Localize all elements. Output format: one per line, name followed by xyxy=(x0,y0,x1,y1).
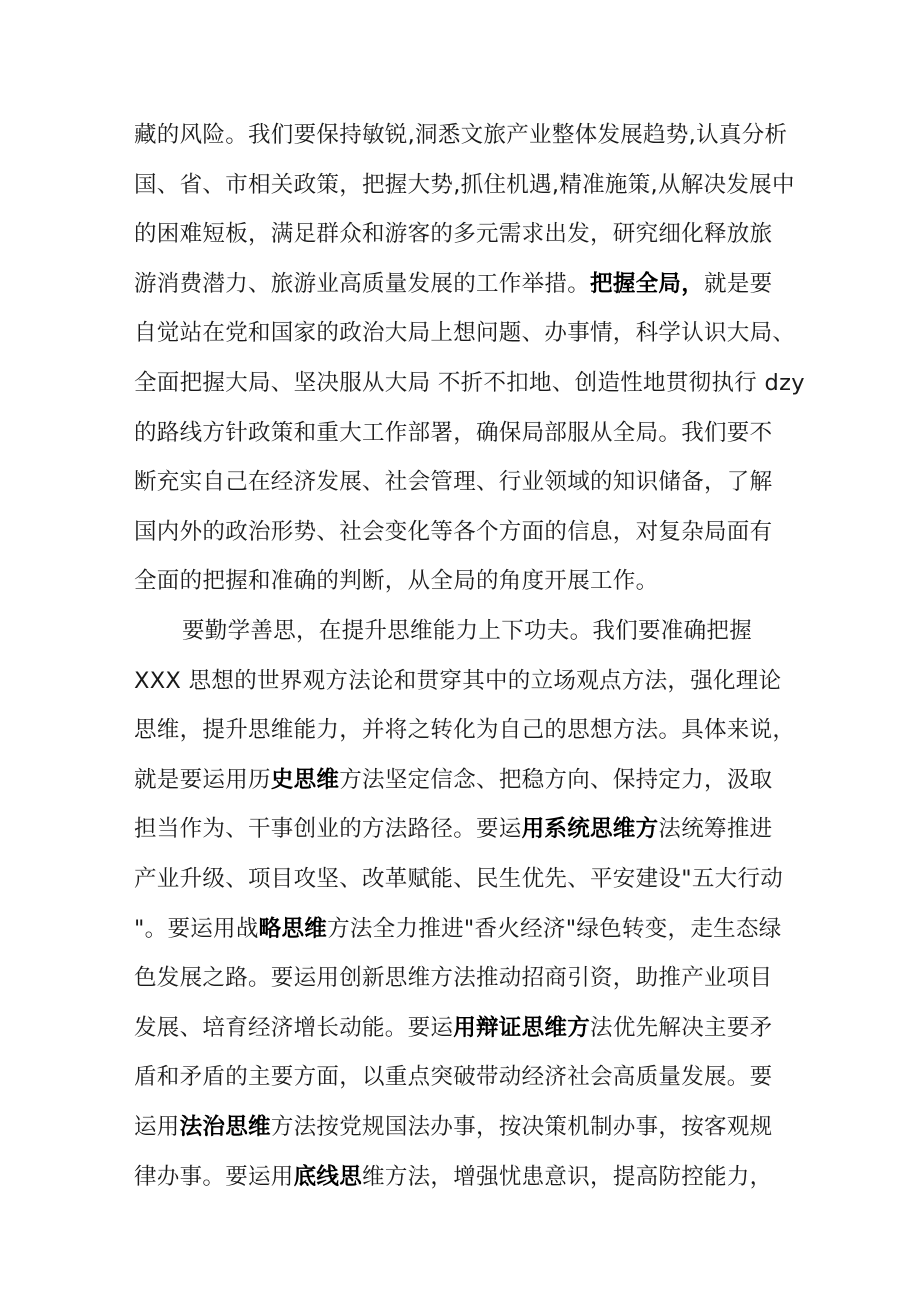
text-line xyxy=(134,266,794,302)
text-segment: 要勤学善思，在提升思维能力上下功夫。我们要准确把握 xyxy=(182,618,753,644)
text-line xyxy=(134,563,794,599)
text-segment: "。要运用战 xyxy=(134,915,259,942)
text-segment: 方法按党规国法办事，按决策机制办事，按客观规 xyxy=(270,1114,773,1140)
text-segment: 全面的把握和准确的判断，从全局的角度开展工作。 xyxy=(134,568,659,595)
paragraph-first-line xyxy=(182,613,794,649)
text-line xyxy=(134,811,794,847)
text-segment: 游消费潜力、旅游业高质量发展的工作举措。 xyxy=(134,270,591,297)
text-segment: 色发展之路。要运用创新思维方法推动招商引资，助推产业项目 xyxy=(134,965,773,992)
text-segment: 法统筹推进 xyxy=(658,816,773,843)
text-segment: 就是要运用历 xyxy=(134,766,271,793)
text-line xyxy=(134,216,794,252)
text-line xyxy=(134,712,794,748)
text-segment: 就是要 xyxy=(704,270,773,297)
bold-keyword: 底线思 xyxy=(293,1163,363,1190)
text-segment: 产业升级、项目攻坚、改革赋能、民生优先、平安建设"五大行动 xyxy=(134,866,784,892)
text-segment: 运用 xyxy=(134,1114,180,1140)
text-line xyxy=(134,167,794,203)
text-line xyxy=(134,762,794,798)
bold-keyword: 略思维 xyxy=(258,915,328,942)
text-segment: 发展、培育经济增长动能。要运 xyxy=(134,1014,454,1041)
text-line xyxy=(134,861,794,897)
text-line xyxy=(134,1059,794,1095)
text-segment: 盾和矛盾的主要方面，以重点突破带动经济社会高质量发展。要 xyxy=(134,1064,773,1091)
text-segment: 自觉站在党和国家的政治大局上想问题、办事情，科学认识大局、 xyxy=(134,320,796,347)
text-segment: 的路线方针政策和重大工作部署，确保局部服从全局。我们要不 xyxy=(134,419,773,446)
text-segment: 国、省、市相关政策，把握大势,抓住机遇,精准施策,从解决发展中 xyxy=(134,171,795,198)
text-line xyxy=(134,365,805,401)
text-line xyxy=(134,1109,794,1145)
text-segment: 方法全力推进"香火经济"绿色转变，走生态绿 xyxy=(327,915,782,942)
text-segment: 国内外的政治形势、社会变化等各个方面的信息，对复杂局面有 xyxy=(134,518,773,545)
text-line xyxy=(134,315,794,351)
text-line xyxy=(134,663,794,699)
bold-keyword: 把握全局， xyxy=(590,270,705,297)
text-segment: 的困难短板，满足群众和游客的多元需求出发，研究细化释放旅 xyxy=(134,221,773,248)
text-segment: 全面把握大局、坚决服从大局 不折不扣地、创造性地贯彻执行 dzy xyxy=(134,370,805,396)
text-line xyxy=(134,464,794,500)
text-segment: 担当作为、干事创业的方法路径。要运 xyxy=(134,816,522,843)
text-segment: 断充实自己在经济发展、社会管理、行业领域的知识储备，了解 xyxy=(134,469,773,496)
text-segment: 思维，提升思维能力，并将之转化为自己的思想方法。具体来说， xyxy=(134,717,796,744)
text-line xyxy=(134,514,794,550)
text-line xyxy=(134,911,794,947)
text-line xyxy=(134,415,794,451)
bold-keyword: 用辩证思维方 xyxy=(453,1014,591,1041)
text-line xyxy=(134,1159,794,1195)
text-segment: 律办事。要运用 xyxy=(134,1163,294,1190)
bold-keyword: 史思维 xyxy=(270,766,340,793)
bold-keyword: 法治思维 xyxy=(179,1114,271,1140)
text-line xyxy=(134,117,794,153)
text-line xyxy=(134,960,794,996)
text-segment: 方法坚定信念、把稳方向、保持定力，汲取 xyxy=(339,766,773,793)
bold-keyword: 用系统思维方 xyxy=(521,816,659,843)
text-segment: 维方法，增强忧患意识，提高防控能力， xyxy=(362,1163,773,1190)
text-segment: 藏的风险。我们要保持敏锐,洞悉文旅产业整体发展趋势,认真分析 xyxy=(134,122,788,148)
text-line xyxy=(134,1010,794,1046)
text-segment: XXX 思想的世界观方法论和贯穿其中的立场观点方法，强化理论 xyxy=(134,667,782,694)
text-segment: 法优先解决主要矛 xyxy=(590,1014,773,1041)
